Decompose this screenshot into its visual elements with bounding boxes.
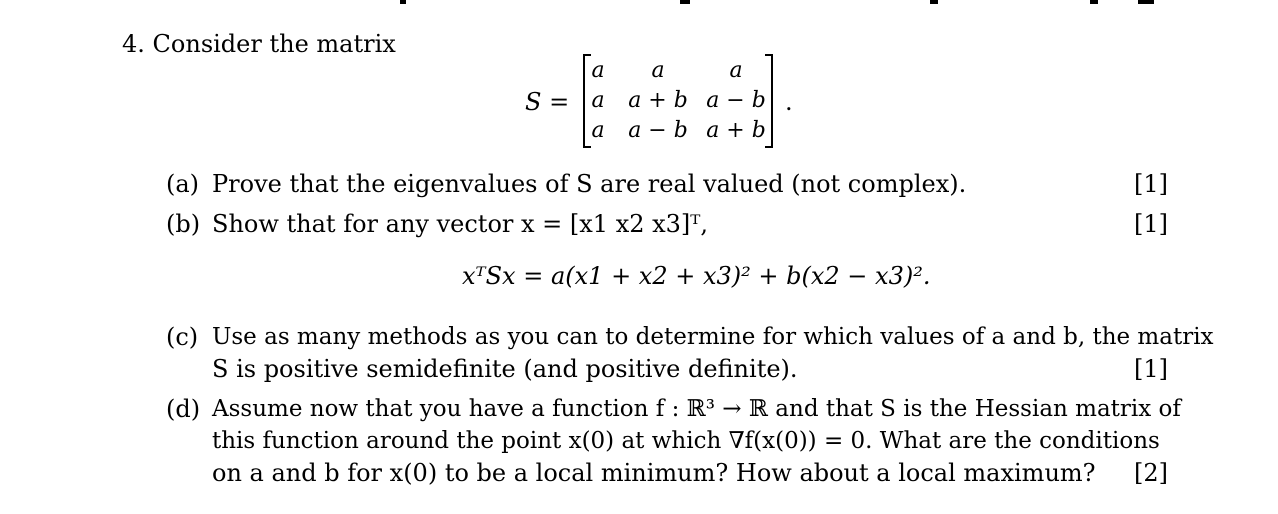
cut-off-text-fragment [400, 0, 406, 4]
part-d-label: (d) [166, 395, 201, 423]
matrix-cell: a [591, 58, 605, 83]
part-d-line-1: Assume now that you have a function f : ℝ³ → ℝ and that S is the Hessian matrix of [212, 396, 1181, 422]
matrix-cell: a − b [706, 88, 766, 113]
part-a-text: Prove that the eigenvalues of S are real valued (not complex). [212, 170, 967, 198]
part-a-marks: [1] [1134, 170, 1168, 198]
problem-number: 4. [122, 30, 145, 58]
cut-off-text-fragment [1138, 0, 1154, 4]
matrix-cell: a [729, 58, 743, 83]
part-a-label: (a) [166, 170, 200, 198]
problem-header [122, 30, 396, 58]
matrix-cell: a [651, 58, 665, 83]
part-b-marks: [1] [1134, 210, 1168, 238]
matrix-cell: a + b [628, 88, 688, 113]
problem-intro: Consider the matrix [152, 30, 396, 58]
matrix-cell: a − b [628, 118, 688, 143]
cut-off-text-fragment [1090, 0, 1098, 4]
display-equation: xᵀSx = a(x1 + x2 + x3)² + b(x2 − x3)². [462, 262, 931, 290]
matrix-period: . [785, 88, 793, 116]
matrix-cell: a [591, 88, 605, 113]
part-b-text: Show that for any vector x = [x1 x2 x3]ᵀ, [212, 210, 708, 238]
part-d-marks: [2] [1134, 459, 1168, 487]
part-b-label: (b) [166, 210, 201, 238]
part-c-line-2: S is positive semidefinite (and positive definite). [212, 355, 798, 383]
matrix-s [583, 54, 773, 144]
part-c-marks: [1] [1134, 355, 1168, 383]
part-c-line-1: Use as many methods as you can to determine for which values of a and b, the matrix [212, 324, 1214, 350]
part-d-line-2: this function around the point x(0) at which ∇f(x(0)) = 0. What are the conditions [212, 428, 1160, 454]
matrix-cell: a + b [706, 118, 766, 143]
part-c-label: (c) [166, 323, 199, 351]
matrix-cell: a [591, 118, 605, 143]
part-d-line-3: on a and b for x(0) to be a local minimum? How about a local maximum? [212, 459, 1096, 487]
cut-off-text-fragment [930, 0, 938, 4]
matrix-lhs: S = [525, 88, 570, 116]
cut-off-text-fragment [680, 0, 690, 4]
